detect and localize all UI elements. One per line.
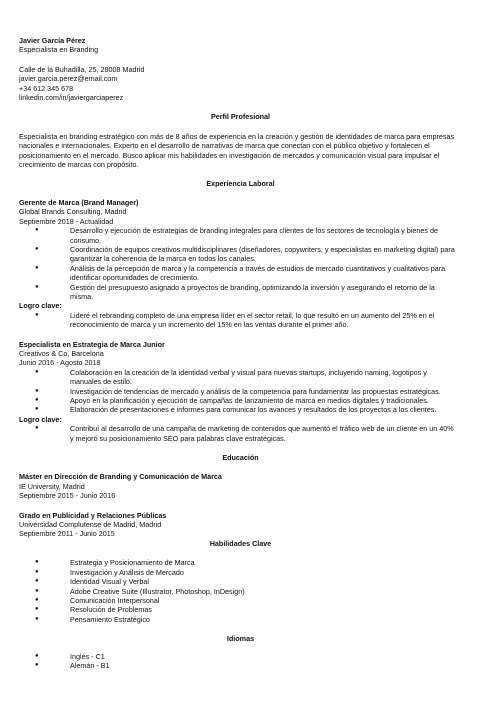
list-item: ● Lideré el rebranding completo de una empresa líder en el sector retail, lo que resultó en un aumento del 25% en el reconocimiento de marca y un incremento del 15% en las ventas durante el primer año. [19,311,462,330]
list-item: ● Colaboración en la creación de la identidad verbal y visual para nuevas startups, incluyendo naming, logotipos y manuales de estilo. [19,368,462,387]
school-name: Universidad Complutense de Madrid, Madrid [19,520,162,530]
skills-list [19,558,462,624]
job-company: Creativos & Co, Barcelona [19,348,104,358]
list-item: ● Investigación y Análisis de Mercado [19,568,462,577]
profile-heading: Perfil Profesional [210,112,271,122]
education-dates: Septiembre 2011 - Junio 2015 [19,529,115,539]
job-dates: Septiembre 2018 - Actualidad [19,216,114,226]
skills-heading: Habilidades Clave [209,538,272,548]
list-item: ● Identidad Visual y Verbal [19,577,462,586]
list-item: ● Investigación de tendencias de mercado y análisis de la competencia para fundamentar las propuestas estratégicas. [19,387,462,396]
education-dates: Septiembre 2015 - Junio 2016 [19,491,116,501]
contact-linkedin: linkedin.com/in/javiergarciaperez [19,93,124,103]
job-bullets [19,226,462,301]
degree-title: Máster en Dirección de Branding y Comunicación de Marca [19,472,222,482]
job-title: Especialista en Estrategia de Marca Junior [19,339,165,349]
list-item: ● Adobe Creative Suite (Illustrator, Photoshop, InDesign) [19,587,462,596]
languages-heading: Idiomas [226,634,255,644]
profile-text: Especialista en branding estratégico con más de 8 años de experiencia en la creación y gestión de identidades de marca para empresas nacionales e internacionales. Experto en el desarrollo de narrativas de marca que conectan con el público objetivo y fortalecen el posicionamiento en el mercado. Busco aplicar mis habilidades en investigación de mercados y comunicación visual para impulsar el crecimiento de marcas con propósito. [19,131,455,170]
job-entry [19,340,462,443]
list-item: ● Coordinación de equipos creativos multidisciplinares (diseñadores, copywriters, y especialistas en marketing digital) para garantizar la coherencia de la marca en todos los canales. [19,245,462,264]
job-entry [19,198,462,330]
experience-heading: Experiencia Laboral [206,179,275,189]
contact-phone: +34 612 345 678 [19,83,74,93]
job-company: Global Brands Consulting, Madrid [19,207,127,217]
languages-list [19,652,462,671]
list-item: ● Elaboración de presentaciones e informes para comunicar los avances y resultados de los proyectos a los clientes. [19,405,462,414]
list-item: ● Gestión del presupuesto asignado a proyectos de branding, optimizando la inversión y asegurando el retorno de la misma. [19,283,462,302]
contact-email: javier.garcia.perez@email.com [19,74,118,84]
list-item: ● Resolución de Problemas [19,605,462,614]
contact-address: Calle de la Buhadilla, 25, 28008 Madrid [19,64,145,74]
education-entry [19,511,462,539]
job-title: Gerente de Marca (Brand Manager) [19,197,139,207]
achievement-label: Logro clave: [19,301,62,311]
list-item: ● Inglés - C1 [19,652,462,661]
job-bullets [19,368,462,415]
education-heading: Educación [222,453,259,463]
education-entry [19,472,462,500]
list-item: ● Alemán - B1 [19,661,462,670]
candidate-title: Especialista en Branding [19,45,99,55]
list-item: ● Análisis de la percepción de marca y la competencia a través de estudios de mercado cuantitativos y cualitativos para identificar oportunidades de crecimiento. [19,264,462,283]
list-item: ● Contribuí al desarrollo de una campaña de marketing de contenidos que aumentó el tráfico web de un cliente en un 40% y mejoró su posicionamiento SEO para palabras clave estratégicas. [19,424,462,443]
list-item: ● Comunicación Interpersonal [19,596,462,605]
achievement-label: Logro clave: [19,414,62,424]
job-dates: Junio 2016 - Agosto 2018 [19,358,101,368]
achievement-list [19,424,462,443]
list-item: ● Apoyo en la planificación y ejecución de campañas de lanzamiento de marca en medios digitales y tradicionales. [19,396,462,405]
candidate-name: Javier García Pérez [19,36,86,45]
degree-title: Grado en Publicidad y Relaciones Públicas [19,510,167,520]
contact-header [19,36,462,102]
school-name: IE University, Madrid [19,481,85,491]
list-item: ● Desarrollo y ejecución de estrategias de branding integrales para clientes de los sectores de tecnología y bienes de consumo. [19,226,462,245]
list-item: ● Pensamiento Estratégico [19,615,462,624]
achievement-list [19,311,462,330]
list-item: ● Estrategia y Posicionamiento de Marca [19,558,462,567]
